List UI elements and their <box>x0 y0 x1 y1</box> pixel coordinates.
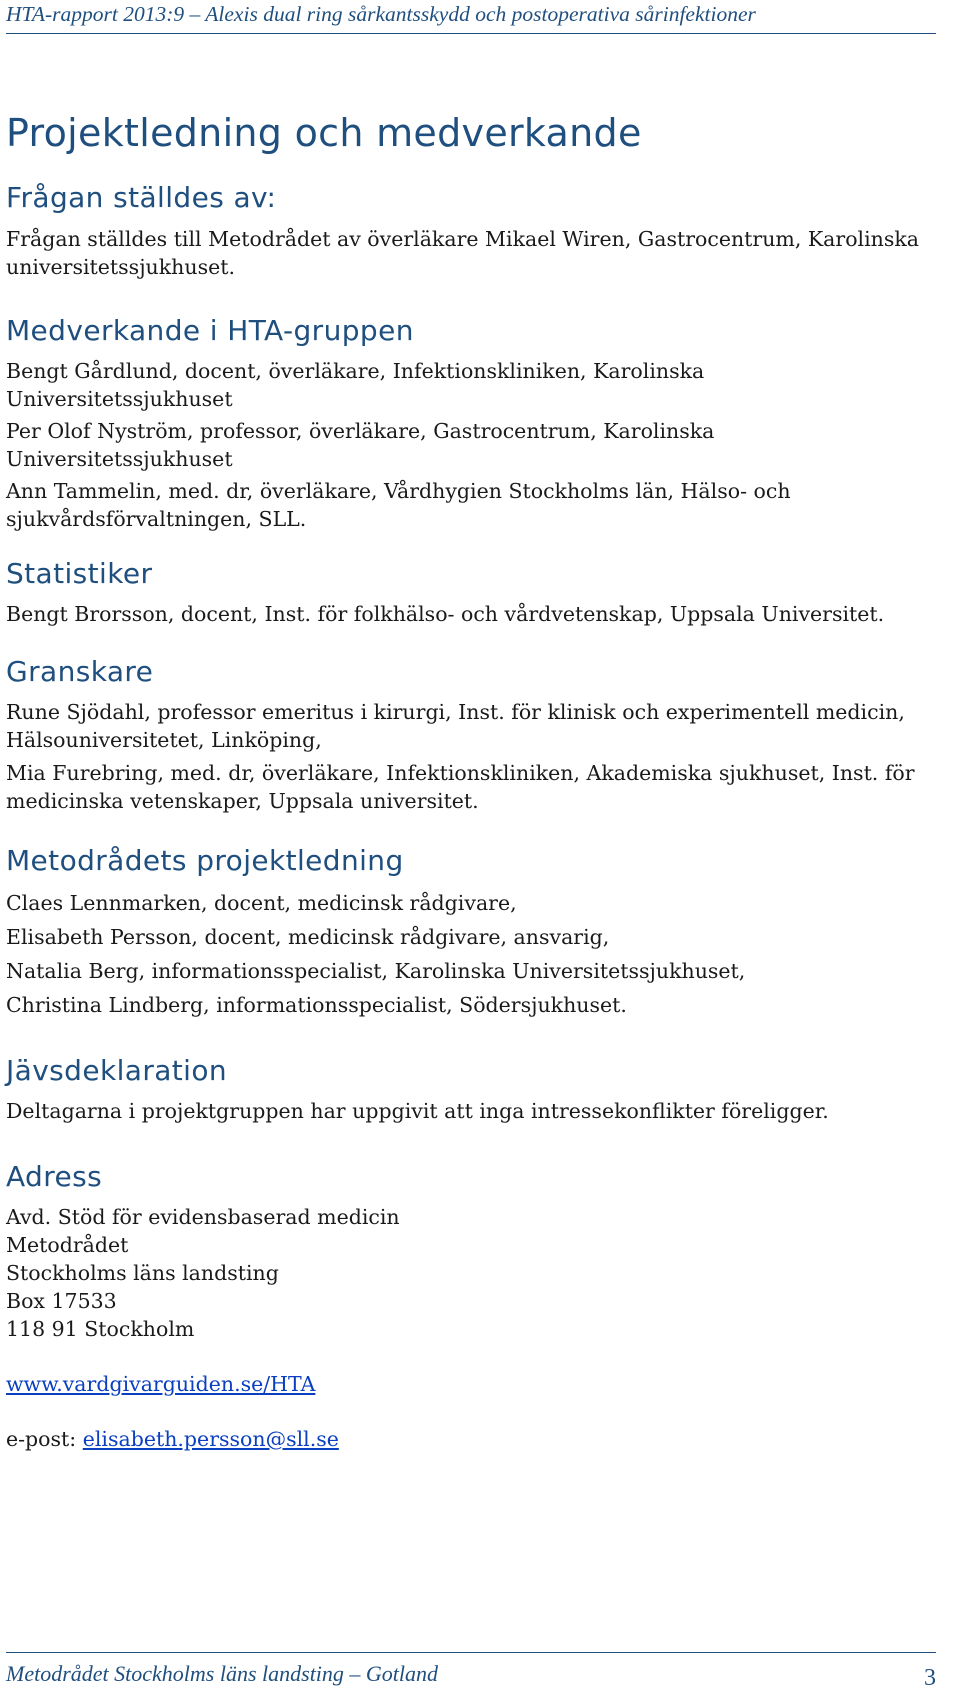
section-heading: Granskare <box>6 655 154 688</box>
section-granskare <box>6 654 936 815</box>
paragraph: Claes Lennmarken, docent, medicinsk rådgivare, <box>6 891 517 915</box>
section-heading: Adress <box>6 1160 103 1193</box>
footer-text: Metodrådet Stockholms läns landsting – Gotland <box>6 1661 439 1686</box>
website-paragraph <box>6 1370 936 1398</box>
paragraph: Ann Tammelin, med. dr, överläkare, Vårdhygien Stockholms län, Hälso- och sjukvårdsförvaltningen, SLL. <box>6 479 791 531</box>
section-heading: Medverkande i HTA-gruppen <box>6 314 414 347</box>
section-medverkande <box>6 313 936 533</box>
paragraph: Christina Lindberg, informationsspecialist, Södersjukhuset. <box>6 993 627 1017</box>
section-heading: Statistiker <box>6 557 153 590</box>
paragraph: Bengt Brorsson, docent, Inst. för folkhälso- och vårdvetenskap, Uppsala Universitet. <box>6 602 885 626</box>
section-metodradet <box>6 843 936 1019</box>
address-line: Metodrådet <box>6 1233 129 1257</box>
paragraph: Per Olof Nyström, professor, överläkare, Gastrocentrum, Karolinska Universitetssjukhuset <box>6 419 715 471</box>
address-line: Stockholms läns landsting <box>6 1261 279 1285</box>
address-line: Avd. Stöd för evidensbaserad medicin <box>6 1205 400 1229</box>
page-number: 3 <box>924 1665 936 1691</box>
website-link[interactable]: www.vardgivarguiden.se/HTA <box>6 1372 316 1396</box>
paragraph: Mia Furebring, med. dr, överläkare, Infektionskliniken, Akademiska sjukhuset, Inst. för medicinska vetenskaper, Uppsala universitet. <box>6 761 915 813</box>
section-adress <box>6 1159 936 1453</box>
section-heading: Frågan ställdes av: <box>6 181 277 214</box>
paragraph: Bengt Gårdlund, docent, överläkare, Infektionskliniken, Karolinska Universitetssjukhuset <box>6 359 705 411</box>
section-heading: Jävsdeklaration <box>6 1054 228 1087</box>
address-line: Box 17533 <box>6 1289 117 1313</box>
page-title: Projektledning och medverkande <box>6 111 642 155</box>
paragraph: Frågan ställdes till Metodrådet av överläkare Mikael Wiren, Gastrocentrum, Karolinska universitetssjukhuset. <box>6 227 920 279</box>
section-javs <box>6 1053 936 1125</box>
address-block <box>6 1203 936 1343</box>
email-label: e-post: <box>6 1427 77 1451</box>
paragraph: Elisabeth Persson, docent, medicinsk rådgivare, ansvarig, <box>6 925 610 949</box>
paragraph: Deltagarna i projektgruppen har uppgivit att inga intressekonflikter föreligger. <box>6 1099 829 1123</box>
running-title: HTA-rapport 2013:9 – Alexis dual ring sårkantsskydd och postoperativa sårinfektioner <box>6 2 756 26</box>
paragraph: Rune Sjödahl, professor emeritus i kirurgi, Inst. för klinisk och experimentell medicin, Hälsouniversitetet, Linköping, <box>6 700 905 752</box>
main-content <box>6 108 936 1453</box>
section-fragan <box>6 180 936 281</box>
email-paragraph <box>6 1425 936 1453</box>
address-line: 118 91 Stockholm <box>6 1317 195 1341</box>
page-footer <box>6 1652 936 1691</box>
page-header <box>6 2 936 34</box>
section-heading: Metodrådets projektledning <box>6 844 404 877</box>
email-link[interactable]: elisabeth.persson@sll.se <box>82 1427 339 1451</box>
paragraph: Natalia Berg, informationsspecialist, Karolinska Universitetssjukhuset, <box>6 959 746 983</box>
section-statistiker <box>6 556 936 628</box>
